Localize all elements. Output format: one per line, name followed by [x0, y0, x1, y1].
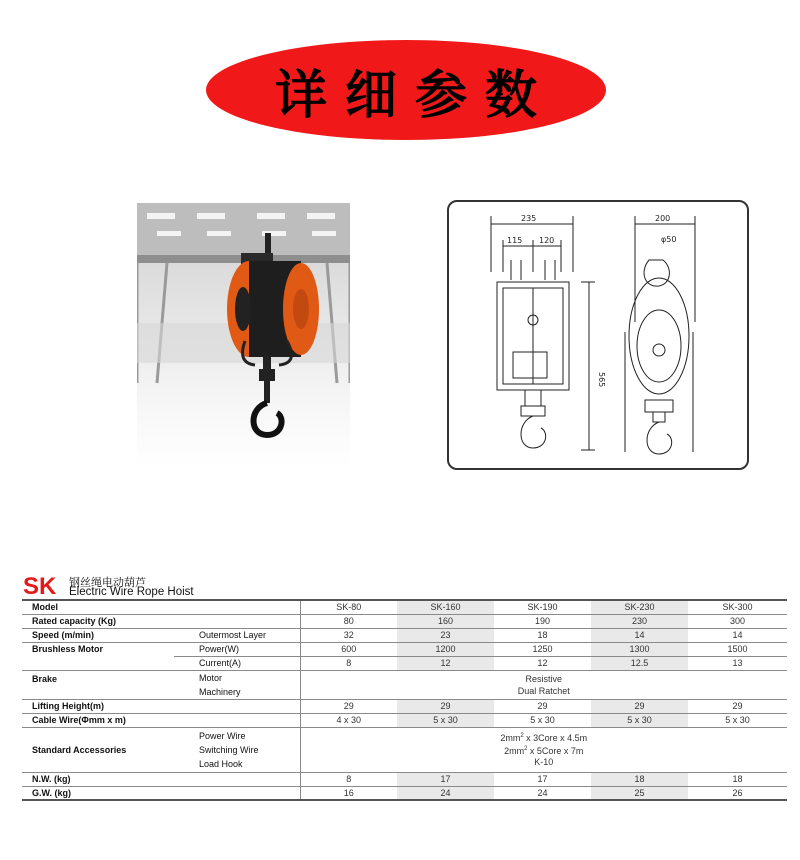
row-cable-wire — [22, 713, 787, 727]
value-cell: 300 — [688, 614, 787, 628]
value-cell: 18 — [591, 772, 688, 786]
technical-drawing — [447, 200, 749, 470]
value-cell: 5 x 30 — [591, 713, 688, 727]
sublabel-power: Power(W) — [174, 642, 300, 656]
value-cell: 5 x 30 — [688, 713, 787, 727]
dim-side-width: 200 — [655, 214, 671, 223]
sublabel-load-hook: Load Hook — [199, 758, 243, 769]
sublabel-brake-motor: Motor — [199, 672, 223, 683]
value-cell: 80 — [300, 614, 397, 628]
brake-motor-value: Resistive — [525, 673, 562, 684]
value-cell: 29 — [300, 699, 397, 713]
value-cell: 14 — [688, 628, 787, 642]
value-cell: 29 — [688, 699, 787, 713]
label-lifting: Lifting Height(m) — [22, 699, 174, 713]
value-cell: 12 — [494, 656, 591, 670]
value-cell: 4 x 30 — [300, 713, 397, 727]
row-model — [22, 600, 787, 614]
power-wire-value: $2mm^2$ x 3Core x 4.5m — [500, 733, 588, 743]
value-cell: 29 — [397, 699, 494, 713]
model-cell: SK-300 — [688, 600, 787, 614]
row-net-weight — [22, 772, 787, 786]
value-cell: 18 — [494, 628, 591, 642]
value-cell: 32 — [300, 628, 397, 642]
row-rated-capacity — [22, 614, 787, 628]
row-gross-weight — [22, 786, 787, 800]
label-gw: G.W. (kg) — [22, 786, 174, 800]
brake-machinery-value: Dual Ratchet — [517, 685, 570, 696]
value-cell: 17 — [494, 772, 591, 786]
product-name-cn: 钢丝绳电动葫芦 — [69, 576, 146, 589]
model-cell: SK-80 — [300, 600, 397, 614]
dim-height: 565 — [597, 372, 606, 388]
value-cell: 29 — [494, 699, 591, 713]
value-cell: 230 — [591, 614, 688, 628]
product-name-en: Electric Wire Rope Hoist — [69, 586, 194, 598]
value-cell: 5 x 30 — [494, 713, 591, 727]
row-lifting-height — [22, 699, 787, 713]
value-cell: 600 — [300, 642, 397, 656]
value-cell: 5 x 30 — [397, 713, 494, 727]
value-cell: 13 — [688, 656, 787, 670]
dim-width: 235 — [521, 214, 537, 223]
label-brake: Brake — [22, 670, 174, 699]
label-cable: Cable Wire(Φmm x m) — [22, 713, 174, 727]
sublabel-power-wire: Power Wire — [199, 730, 246, 741]
spec-table — [22, 599, 787, 801]
value-cell: 1250 — [494, 642, 591, 656]
title-banner — [206, 40, 606, 140]
product-photo — [137, 203, 350, 467]
sublabel-speed: Outermost Layer — [174, 628, 300, 642]
model-cell: SK-190 — [494, 600, 591, 614]
row-motor-current — [22, 656, 787, 670]
row-accessories — [22, 727, 787, 772]
model-cell: SK-160 — [397, 600, 494, 614]
value-cell: 14 — [591, 628, 688, 642]
value-cell: 190 — [494, 614, 591, 628]
sublabel-brake-machinery: Machinery — [199, 686, 241, 697]
dimension-diagram — [449, 202, 751, 472]
row-brake — [22, 670, 787, 699]
banner-title: 详细参数 — [274, 65, 555, 126]
value-cell: 18 — [688, 772, 787, 786]
brand-code: SK — [23, 573, 57, 600]
sublabel-current: Current(A) — [174, 656, 300, 670]
dim-hook-diameter: φ50 — [661, 235, 677, 244]
value-cell: 1500 — [688, 642, 787, 656]
model-cell: SK-230 — [591, 600, 688, 614]
label-rated: Rated capacity (Kg) — [22, 614, 174, 628]
label-nw: N.W. (kg) — [22, 772, 174, 786]
value-cell: 12 — [397, 656, 494, 670]
value-cell: 26 — [688, 786, 787, 800]
hoist-photo-illustration — [137, 203, 350, 467]
value-cell: 16 — [300, 786, 397, 800]
value-cell: 1200 — [397, 642, 494, 656]
value-cell: 160 — [397, 614, 494, 628]
value-cell: 12.5 — [591, 656, 688, 670]
dim-right: 120 — [539, 236, 555, 245]
value-cell: 8 — [300, 772, 397, 786]
value-cell: 29 — [591, 699, 688, 713]
value-cell: 17 — [397, 772, 494, 786]
value-cell: 24 — [494, 786, 591, 800]
label-speed: Speed (m/min) — [22, 628, 174, 642]
sublabel-switching-wire: Switching Wire — [199, 744, 259, 755]
row-speed — [22, 628, 787, 642]
value-cell: 8 — [300, 656, 397, 670]
label-motor: Brushless Motor — [32, 644, 104, 655]
dim-left: 115 — [507, 236, 523, 245]
label-accessories: Standard Accessories — [22, 727, 174, 772]
row-motor-power — [22, 642, 787, 656]
value-cell: 23 — [397, 628, 494, 642]
value-cell: 1300 — [591, 642, 688, 656]
value-cell: 25 — [591, 786, 688, 800]
value-cell: 24 — [397, 786, 494, 800]
switching-wire-value: $2mm^2$ x 5Core x 7m — [504, 746, 584, 756]
load-hook-value: K-10 — [534, 757, 554, 767]
label-model: Model — [22, 600, 174, 614]
